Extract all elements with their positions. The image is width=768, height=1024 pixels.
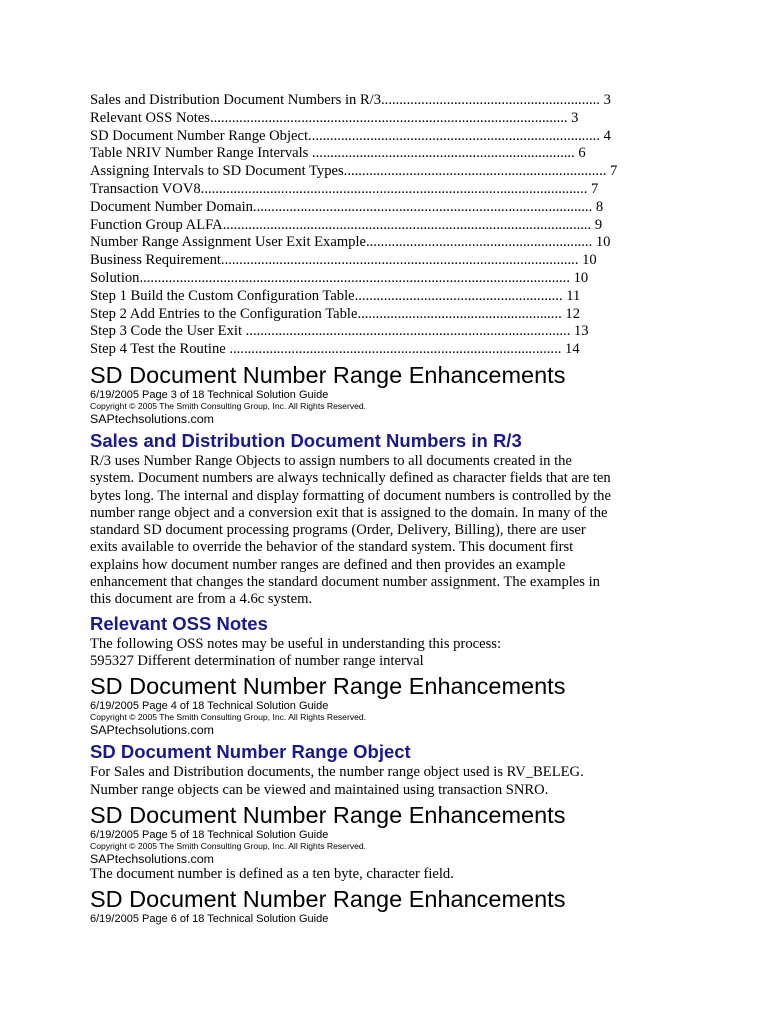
document-title: SD Document Number Range Enhancements (90, 801, 566, 828)
toc-entry-alfa[interactable]: Function Group ALFA..................................................................................................... 9 (90, 216, 603, 233)
toc-entry-step-1[interactable]: Step 1 Build the Custom Configuration Table......................................................... 11 (90, 287, 581, 304)
body-line: For Sales and Distribution documents, the number range object used is RV_BELEG. (90, 764, 584, 781)
page-info: 6/19/2005 Page 4 of 18 Technical Solution Guide (90, 700, 329, 713)
body-line: number range object and a conversion exit that is assigned to the domain. In many of the (90, 504, 608, 521)
section-heading-sales: Sales and Distribution Document Numbers in R/3 (90, 429, 522, 451)
toc-entry-step-2[interactable]: Step 2 Add Entries to the Configuration Table........................................................ 12 (90, 305, 580, 322)
toc-entry-vov8[interactable]: Transaction VOV8.......................................................................................................... 7 (90, 180, 599, 197)
toc-entry-assigning-intervals[interactable]: Assigning Intervals to SD Document Types........................................................................ 7 (90, 163, 618, 180)
toc-entry-nriv[interactable]: Table NRIV Number Range Intervals ........................................................................ 6 (90, 145, 586, 162)
website-link[interactable]: SAPtechsolutions.com (90, 851, 214, 866)
toc-entry-step-4[interactable]: Step 4 Test the Routine ........................................................................................... 14 (90, 341, 580, 358)
section-heading-range-object: SD Document Number Range Object (90, 741, 411, 763)
copyright-notice: Copyright © 2005 The Smith Consulting Group, Inc. All Rights Reserved. (90, 712, 367, 723)
toc-entry-solution[interactable]: Solution...................................................................................................................... 10 (90, 269, 589, 286)
toc-entry-oss-notes[interactable]: Relevant OSS Notes.................................................................................................. 3 (90, 109, 579, 126)
body-line: R/3 uses Number Range Objects to assign numbers to all documents created in the (90, 452, 572, 469)
body-line: system. Document numbers are always technically defined as character fields that are ten (90, 470, 611, 487)
body-line: explains how document number ranges are defined and then provides an example (90, 556, 566, 573)
website-link[interactable]: SAPtechsolutions.com (90, 411, 214, 426)
body-line: enhancement that changes the standard document number assignment. The examples in (90, 574, 600, 591)
toc-entry-range-object[interactable]: SD Document Number Range Object................................................................................ 4 (90, 127, 611, 144)
section-body-doc-number (90, 866, 730, 883)
body-line: The document number is defined as a ten byte, character field. (90, 865, 454, 882)
document-title: SD Document Number Range Enhancements (90, 886, 566, 913)
toc-entry-business-requirement[interactable]: Business Requirement.................................................................................................. 10 (90, 252, 597, 269)
body-line: bytes long. The internal and display formatting of document numbers is controlled by the (90, 487, 611, 504)
toc-entry-domain[interactable]: Document Number Domain............................................................................................. 8 (90, 198, 604, 215)
body-line: standard SD document processing programs (Order, Delivery, Billing), there are user (90, 522, 586, 539)
page-info: 6/19/2005 Page 3 of 18 Technical Solution Guide (90, 388, 329, 401)
body-line: The following OSS notes may be useful in understanding this process: (90, 635, 502, 652)
document-title: SD Document Number Range Enhancements (90, 673, 566, 700)
section-body-range-object (90, 764, 730, 799)
document-title: SD Document Number Range Enhancements (90, 361, 566, 388)
section-body-sales (90, 453, 730, 609)
copyright-notice: Copyright © 2005 The Smith Consulting Group, Inc. All Rights Reserved. (90, 840, 367, 851)
page-info: 6/19/2005 Page 5 of 18 Technical Solution Guide (90, 828, 329, 841)
section-body-oss (90, 636, 730, 671)
section-heading-oss: Relevant OSS Notes (90, 612, 268, 634)
table-of-contents (90, 92, 730, 359)
body-line: 595327 Different determination of number range interval (90, 652, 424, 669)
body-line: Number range objects can be viewed and maintained using transaction SNRO. (90, 781, 549, 798)
copyright-notice: Copyright © 2005 The Smith Consulting Group, Inc. All Rights Reserved. (90, 400, 367, 411)
toc-entry-user-exit-example[interactable]: Number Range Assignment User Exit Example.............................................................. 10 (90, 234, 611, 251)
document-page (90, 92, 730, 925)
body-line: this document are from a 4.6c system. (90, 591, 313, 608)
toc-entry-step-3[interactable]: Step 3 Code the User Exit ......................................................................................... 13 (90, 323, 589, 340)
toc-entry-sales-distribution[interactable]: Sales and Distribution Document Numbers in R/3............................................................ 3 (90, 92, 611, 108)
website-link[interactable]: SAPtechsolutions.com (90, 723, 214, 738)
body-line: exits available to override the behavior of the standard system. This document first (90, 539, 574, 556)
page-info: 6/19/2005 Page 6 of 18 Technical Solution Guide (90, 913, 329, 926)
